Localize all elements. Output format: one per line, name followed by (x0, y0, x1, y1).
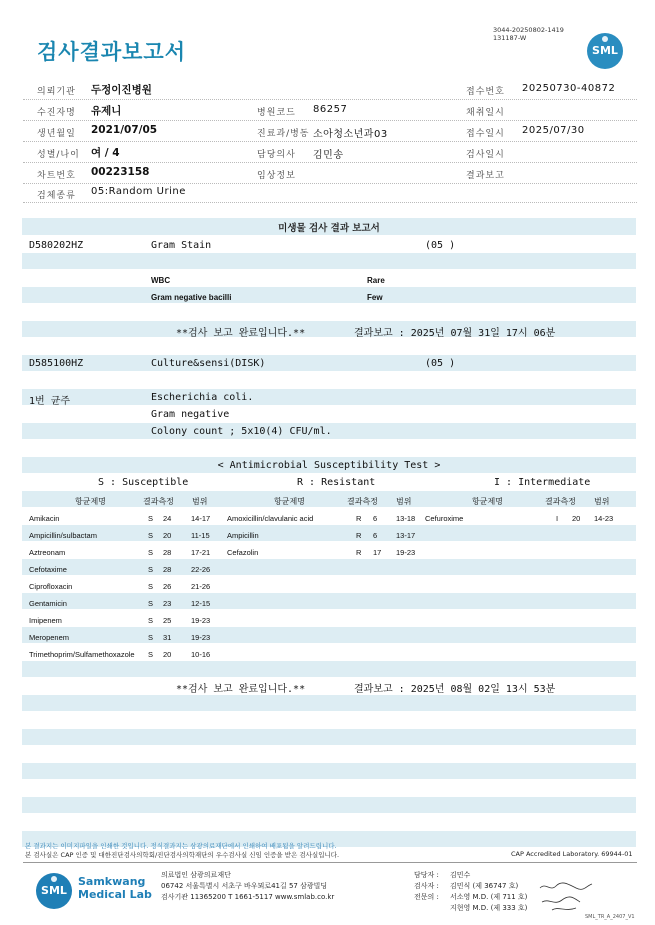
header-value: 20250730-40872 (522, 83, 616, 94)
ast-range: 22-26 (191, 565, 211, 574)
report-datetime: 결과보고 : 2025년 07월 31일 17시 06분 (354, 328, 556, 339)
report-id: 3044-20250802-1419 131187-W (493, 26, 564, 42)
report-datetime: 결과보고 : 2025년 08월 02일 13시 53분 (354, 684, 556, 695)
test-code: D585100HZ (29, 358, 84, 369)
ast-zone-value: 28 (163, 565, 172, 574)
ast-range: 11-15 (191, 531, 210, 540)
header-label: 임상정보 (257, 171, 296, 181)
ast-interpretation: R (356, 514, 362, 523)
header-value: 김민송 (313, 150, 344, 161)
ast-range: 17-21 (191, 548, 211, 557)
brand-name: Samkwang Medical Lab (78, 875, 152, 901)
signature-mark (536, 878, 596, 914)
ast-interpretation: R (356, 531, 362, 540)
test-name: Culture&sensi(DISK) (151, 358, 266, 369)
divider (23, 99, 637, 100)
divider (23, 183, 637, 184)
band (22, 355, 636, 371)
address-block: 의료법인 삼광의료재단 06742 서울특별시 서초구 바우뫼로41길 57 삼광빌딩 검사기관 11365200 T 1661-5117 www.smlab.co.kr (161, 871, 335, 901)
header-value: 유제니 (91, 105, 122, 117)
header-label: 접수번호 (466, 87, 505, 97)
col-header-drug: 항균제명 (75, 497, 106, 506)
ast-drug-name: Amoxicillin/clavulanic acid (227, 514, 314, 523)
ast-zone-value: 20 (572, 514, 581, 523)
ast-zone-value: 20 (163, 531, 172, 540)
footer-divider (23, 862, 637, 863)
notice-line: 본 검사실은 CAP 인증 및 대한진단검사의학회/진단검사의학재단의 우수검사실 신임 인증을 받은 검사실입니다. (25, 851, 340, 859)
band (22, 525, 636, 541)
test-specimen: (05 ) (425, 358, 456, 369)
ast-range: 19-23 (191, 633, 211, 642)
isolate-line: Escherichia coli. (151, 392, 254, 403)
test-code: D580202HZ (29, 240, 84, 251)
header-value: 86257 (313, 104, 348, 115)
header-label: 수진자명 (37, 108, 76, 118)
ast-zone-value: 6 (373, 514, 378, 523)
col-header-result: 결과측정 (143, 497, 174, 506)
report-title: 검사결과보고서 (37, 40, 187, 64)
band (22, 729, 636, 745)
ast-zone-value: 17 (373, 548, 382, 557)
gram-value: Few (367, 293, 383, 302)
ast-drug-name: Ciprofloxacin (29, 582, 73, 591)
cap-accreditation: CAP Accredited Laboratory. 69944-01 (511, 850, 633, 858)
divider (23, 162, 637, 163)
ast-range: 21-26 (191, 582, 211, 591)
header-label: 병원코드 (257, 108, 296, 118)
col-header-drug: 항균제명 (472, 497, 503, 506)
ast-drug-name: Meropenem (29, 633, 70, 642)
signers-block: 담당자 : 김민수 검사자 : 김민식 (제 36747 호) 전문의 : 서소영 M.D. (제 711 호) 지현영 M.D. (제 333 호) (414, 871, 528, 912)
header-label: 진료과/병동 (257, 129, 310, 139)
ast-drug-name: Imipenem (29, 616, 62, 625)
legend-intermediate: I : Intermediate (494, 477, 591, 488)
band (22, 763, 636, 779)
col-header-range: 범위 (192, 497, 208, 506)
gram-item: Gram negative bacilli (151, 293, 232, 302)
ast-zone-value: 25 (163, 616, 172, 625)
band (22, 695, 636, 711)
ast-drug-name: Ampicillin (227, 531, 259, 540)
col-header-range: 범위 (396, 497, 412, 506)
isolate-label: 1번 균주 (29, 396, 71, 407)
section-title: 미생물 검사 결과 보고서 (278, 223, 380, 234)
ast-interpretation: S (148, 633, 154, 642)
test-name: Gram Stain (151, 240, 212, 251)
ast-zone-value: 20 (163, 650, 172, 659)
ast-interpretation: S (148, 599, 154, 608)
ast-drug-name: Cefuroxime (425, 514, 464, 523)
ast-zone-value: 26 (163, 582, 172, 591)
ast-drug-name: Ampicillin/sulbactam (29, 531, 97, 540)
ast-zone-value: 24 (163, 514, 172, 523)
ast-range: 19-23 (191, 616, 211, 625)
divider (23, 141, 637, 142)
header-value: 05:Random Urine (91, 186, 186, 197)
divider (23, 120, 637, 121)
band (22, 253, 636, 269)
ast-zone-value: 23 (163, 599, 172, 608)
ast-title: < Antimicrobial Susceptibility Test > (217, 460, 441, 471)
completion-message: **검사 보고 완료입니다.** (176, 328, 306, 339)
sml-logo: SML (587, 33, 623, 69)
header-value: 두정이진병원 (91, 84, 152, 96)
ast-interpretation: S (148, 650, 154, 659)
ast-range: 14-17 (191, 514, 211, 523)
header-label: 의뢰기관 (37, 87, 76, 97)
header-value: 여 / 4 (91, 147, 120, 159)
form-id: SML_TR_A_2407_V1 (585, 914, 635, 920)
ast-interpretation: I (556, 514, 559, 523)
header-label: 검체종류 (37, 191, 76, 201)
header-label: 성별/나이 (37, 150, 80, 160)
ast-drug-name: Cefazolin (227, 548, 259, 557)
completion-message: **검사 보고 완료입니다.** (176, 684, 306, 695)
sml-logo: SML (36, 873, 72, 909)
ast-interpretation: S (148, 616, 154, 625)
band (22, 491, 636, 507)
ast-drug-name: Aztreonam (29, 548, 66, 557)
header-value: 소아청소년과03 (313, 129, 388, 140)
ast-zone-value: 6 (373, 531, 378, 540)
ast-range: 13-17 (396, 531, 416, 540)
legend-resistant: R : Resistant (297, 477, 376, 488)
band (22, 389, 636, 405)
divider (23, 202, 637, 203)
isolate-line: Gram negative (151, 409, 230, 420)
header-label: 생년월일 (37, 129, 76, 139)
band (22, 559, 636, 575)
ast-interpretation: S (148, 565, 154, 574)
ast-range: 19-23 (396, 548, 416, 557)
ast-interpretation: S (148, 582, 154, 591)
header-value: 2025/07/30 (522, 125, 585, 136)
header-label: 채취일시 (466, 108, 505, 118)
col-header-range: 범위 (594, 497, 610, 506)
header-value: 2021/07/05 (91, 124, 158, 136)
ast-drug-name: Gentamicin (29, 599, 67, 608)
header-value: 00223158 (91, 166, 150, 178)
test-specimen: (05 ) (425, 240, 456, 251)
ast-zone-value: 28 (163, 548, 172, 557)
header-label: 담당의사 (257, 150, 296, 160)
gram-value: Rare (367, 276, 385, 285)
ast-range: 10-16 (191, 650, 211, 659)
ast-zone-value: 31 (163, 633, 172, 642)
ast-interpretation: R (356, 548, 362, 557)
band (22, 593, 636, 609)
band (22, 627, 636, 643)
band (22, 797, 636, 813)
ast-interpretation: S (148, 548, 154, 557)
ast-drug-name: Amikacin (29, 514, 60, 523)
col-header-result: 결과측정 (347, 497, 378, 506)
ast-range: 12-15 (191, 599, 211, 608)
header-label: 결과보고 (466, 171, 505, 181)
header-label: 접수일시 (466, 129, 505, 139)
band (22, 287, 636, 303)
isolate-line: Colony count ; 5x10(4) CFU/ml. (151, 426, 332, 437)
ast-interpretation: S (148, 531, 154, 540)
header-label: 차트번호 (37, 171, 76, 181)
band (22, 661, 636, 677)
col-header-result: 결과측정 (545, 497, 576, 506)
ast-range: 13-18 (396, 514, 416, 523)
ast-range: 14-23 (594, 514, 614, 523)
notice-line: 본 결과지는 이미지파일을 인쇄한 것입니다. 정식결과지는 삼광의료재단에서 인쇄하여 배포됨을 알려드립니다. (25, 842, 337, 850)
gram-item: WBC (151, 276, 171, 285)
ast-interpretation: S (148, 514, 154, 523)
col-header-drug: 항균제명 (274, 497, 305, 506)
ast-drug-name: Cefotaxime (29, 565, 67, 574)
ast-drug-name: Trimethoprim/Sulfamethoxazole (29, 650, 135, 659)
legend-susceptible: S : Susceptible (98, 477, 189, 488)
header-label: 검사일시 (466, 150, 505, 160)
